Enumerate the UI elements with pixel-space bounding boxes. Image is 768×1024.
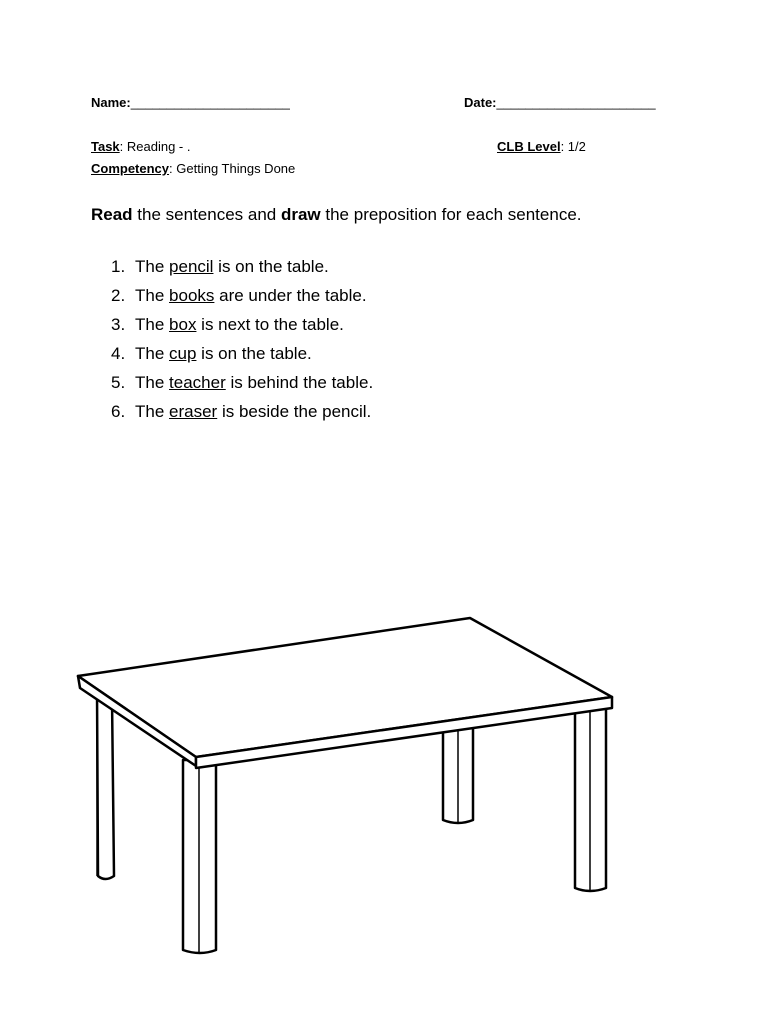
sentence-text: The [135, 257, 170, 276]
sentence-noun: eraser [169, 402, 218, 421]
sentence-text: are under the table. [214, 286, 367, 305]
item-number: 3. [111, 315, 126, 334]
item-number: 6. [111, 402, 126, 421]
instructions [91, 204, 582, 226]
list-item [111, 397, 373, 426]
instruction-read: Read [91, 205, 133, 224]
list-item [111, 252, 373, 281]
competency-value: : Getting Things Done [169, 161, 296, 176]
item-number: 5. [111, 373, 126, 392]
instruction-end: the preposition for each sentence. [320, 205, 582, 224]
sentence-text: is on the table. [196, 344, 312, 363]
sentence-text: is behind the table. [225, 373, 374, 392]
sentence-list [91, 252, 373, 426]
clb-level-value: : 1/2 [560, 139, 586, 154]
task-line [91, 139, 191, 155]
task-value: : Reading - . [119, 139, 191, 154]
sentence-text: is beside the pencil. [217, 402, 372, 421]
competency-label: Competency [91, 161, 170, 176]
date-blank: ______________________ [496, 95, 656, 110]
sentence-text: The [135, 373, 170, 392]
clb-level-label: CLB Level [497, 139, 561, 154]
list-item [111, 339, 373, 368]
sentence-text: The [135, 344, 170, 363]
sentence-text: is next to the table. [196, 315, 344, 334]
instruction-draw: draw [280, 205, 321, 224]
name-blank: ______________________ [130, 95, 290, 110]
item-number: 1. [111, 257, 126, 276]
name-label: Name: [91, 95, 131, 110]
sentence-text: The [135, 286, 170, 305]
sentence-noun: pencil [169, 257, 214, 276]
sentence-noun: teacher [169, 373, 226, 392]
competency-line [91, 161, 295, 177]
table-front-left-leg [84, 690, 114, 879]
sentence-noun: cup [169, 344, 197, 363]
sentence-text: The [135, 315, 170, 334]
date-field [464, 95, 656, 111]
sentence-text: The [135, 402, 170, 421]
table-icon [60, 600, 630, 970]
sentence-noun: box [169, 315, 197, 334]
task-label: Task [91, 139, 120, 154]
name-field [91, 95, 290, 111]
list-item [111, 281, 373, 310]
item-number: 2. [111, 286, 126, 305]
instruction-mid: the sentences and [132, 205, 281, 224]
clb-level-line [497, 139, 586, 155]
item-number: 4. [111, 344, 126, 363]
sentence-text: is on the table. [213, 257, 329, 276]
sentence-noun: books [169, 286, 215, 305]
date-label: Date: [464, 95, 497, 110]
list-item [111, 368, 374, 397]
list-item [111, 310, 373, 339]
